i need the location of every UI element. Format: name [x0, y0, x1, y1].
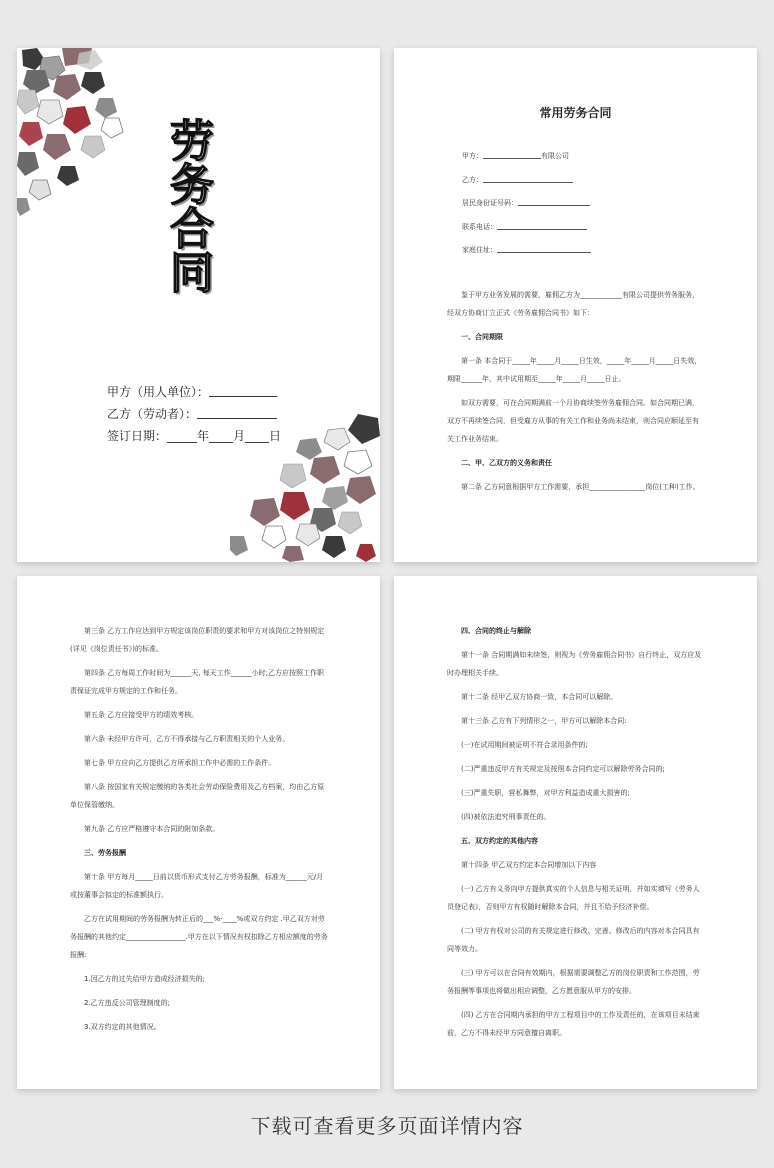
paragraph: 第十二条 经甲乙双方协商一致，本合同可以解除。	[461, 693, 618, 701]
party-line-b	[462, 176, 722, 200]
paragraph: (四)被依法追究刑事责任的。	[461, 813, 551, 821]
paragraph: 第四条 乙方每周工作时间为______天, 每天工作______小时;乙方应按照工作职责保证完成甲方规定的工作和任务。	[70, 669, 325, 695]
cover-page	[17, 48, 380, 562]
contract-body	[447, 286, 705, 502]
party-blank-line	[483, 152, 541, 159]
party-blank-line	[483, 176, 573, 183]
cover-title: 劳务合同	[170, 116, 214, 299]
party-line-phone	[462, 223, 722, 247]
paragraph: (二) 甲方有权对公司的有关规定进行修改、完善。修改后的内容对本合同具有同等效力。	[447, 927, 700, 953]
contract-page-3	[17, 576, 380, 1089]
party-label: 甲方：	[462, 152, 483, 160]
paragraph: 第六条 未经甲方许可，乙方不得承接与乙方职责相关的个人业务。	[84, 735, 290, 743]
paragraph: 乙方在试用期间的劳务报酬为转正后的___%-____%或双方约定 .甲乙双方对劳务报酬的其他约定_________________.甲方在以下情况有权扣除乙方相应额度的劳务报酬:	[70, 915, 328, 959]
party-line-id	[462, 199, 722, 223]
section-heading: 三、劳务报酬	[84, 849, 126, 857]
hexagon-pattern-bottom-right	[230, 412, 380, 562]
cover-field-party-a	[107, 381, 337, 403]
paragraph: 如双方需要，可在合同期满前一个月协商续签劳务雇佣合同。如合同期已满，双方不再续签合同，但受雇方从事的有关工作和业务尚未结束，则合同应顺延至有关工作业务结束。	[447, 399, 699, 443]
cover-field-suffix: _____年____月____日	[167, 429, 282, 443]
paragraph: (一)在试用期间被证明不符合录用条件的;	[461, 741, 588, 749]
paragraph: 第五条 乙方应接受甲方的绩效考核。	[84, 711, 199, 719]
party-suffix: 有限公司	[541, 152, 569, 160]
cover-field-label: 甲方（用人单位）：	[107, 385, 210, 399]
download-more-link[interactable]: 下载可查看更多页面详情内容	[250, 1114, 524, 1138]
paragraph: 1.因乙方的过失给甲方造成经济损失的;	[84, 975, 206, 983]
paragraph: 2.乙方违反公司管理制度的;	[84, 999, 171, 1007]
paragraph: 第十四条 甲乙双方约定本合同增加以下内容	[461, 861, 597, 869]
section-heading: 四、合同的终止与解除	[461, 627, 531, 635]
paragraph: 第二条 乙方同意根据甲方工作需要，承担________________岗位(工种)工作。	[461, 483, 700, 491]
paragraph: 3.双方约定的其他情况。	[84, 1023, 161, 1031]
party-label: 居民身份证号码：	[462, 199, 518, 207]
paragraph: 第十条 甲方每月_____日前以货币形式支付乙方劳务报酬，标准为______元/月或按董事会拟定的标准额执行。	[70, 873, 324, 899]
section-heading: 二、甲、乙双方的义务和责任	[461, 459, 552, 467]
paragraph: 第九条 乙方应严格遵守本合同的附加条款。	[84, 825, 220, 833]
contract-body	[70, 622, 328, 1042]
paragraph: (一) 乙方有义务向甲方提供真实的个人信息与相关证明，并如实填写《劳务人员登记表》，否则甲方有权随时解除本合同，并且不给予经济补偿。	[447, 885, 700, 911]
party-blank-line	[497, 223, 587, 230]
paragraph: 第八条 按国家有关规定缴纳的各类社会劳动保险费用及乙方档案，均由乙方原单位保管缴纳。	[70, 783, 325, 809]
paragraph: 第七条 甲方应向乙方提供乙方所承担工作中必需的工作条件。	[84, 759, 276, 767]
paragraph: (二)严重违反甲方有关规定及按照本合同约定可以解除劳务合同的;	[461, 765, 665, 773]
party-info-list	[462, 152, 722, 270]
paragraph: (三)严重失职，营私舞弊，对甲方利益造成重大损害的;	[461, 789, 630, 797]
paragraph: 第三条 乙方工作应达到甲方规定该岗位职责的要求和甲方对该岗位之特别规定(详见《岗位责任书》)的标准。	[70, 627, 325, 653]
paragraph: 第十一条 合同期满如未续签，则视为《劳务雇佣合同书》自行终止，双方应及时办理相关手续。	[447, 651, 702, 677]
cover-field-label: 签订日期：	[107, 429, 168, 443]
contract-body	[447, 622, 705, 1048]
party-label: 乙方：	[462, 175, 483, 184]
contract-page-2	[394, 48, 757, 562]
section-heading: 五、双方约定的其他内容	[461, 837, 538, 845]
paragraph: 第十三条 乙方有下列情形之一，甲方可以解除本合同:	[461, 717, 627, 725]
party-blank-line	[518, 199, 590, 206]
contract-page-4	[394, 576, 757, 1089]
cover-blank-line	[209, 384, 277, 397]
party-label: 联系电话：	[462, 222, 497, 231]
cover-field-label: 乙方（劳动者）：	[107, 407, 198, 421]
party-blank-line	[497, 246, 591, 253]
party-label: 家庭住址：	[462, 246, 497, 254]
document-title: 常用劳务合同	[539, 106, 612, 120]
party-line-a	[462, 152, 722, 176]
party-line-address	[462, 246, 722, 270]
paragraph: (四) 乙方在合同期内承担的甲方工程项目中的工作及责任的，在该项目未结束前，乙方不得未经甲方同意擅自离职。	[447, 1011, 700, 1037]
section-heading: 一、合同期限	[461, 333, 503, 341]
paragraph: 第一条 本合同于_____年_____月_____日生效，_____年_____月_____日失效，期限______年，其中试用期至_____年_____月_____日止。	[447, 357, 702, 383]
hexagon-pattern-top-left	[17, 48, 137, 218]
paragraph: (三) 甲方可以在合同有效期内，根据需要调整乙方的岗位职责和工作范围，劳务报酬等事项也将做出相应调整，乙方愿意服从甲方的安排。	[447, 969, 700, 995]
paragraph: 鉴于甲方业务发展的需要，雇佣乙方为____________有限公司提供劳务服务，经双方协商订立正式《劳务雇佣合同书》如下：	[447, 291, 699, 317]
